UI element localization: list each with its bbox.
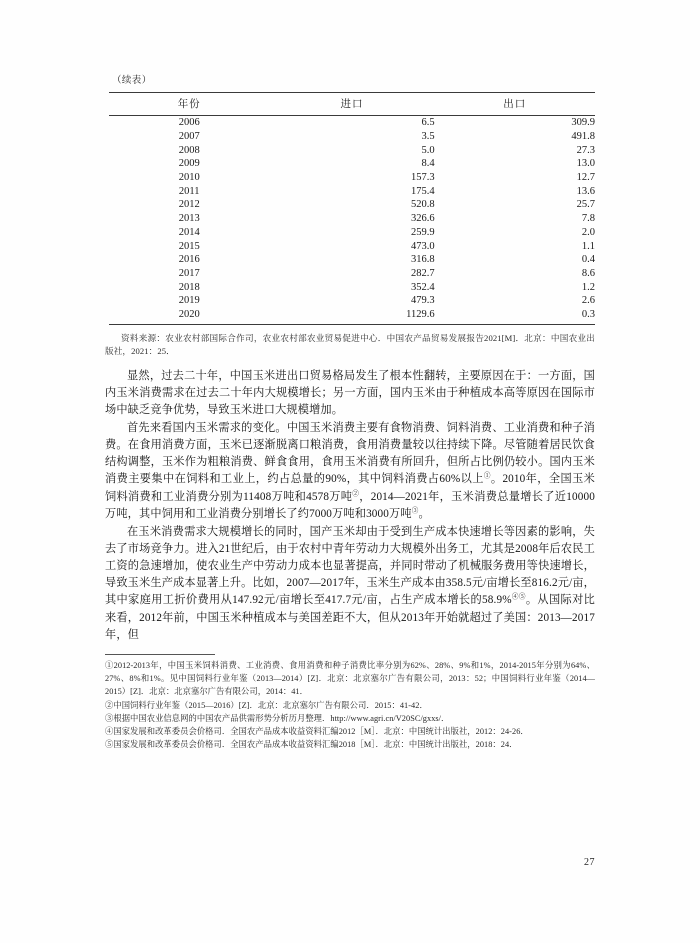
cell-import: 175.4 — [410, 185, 435, 197]
cell-year: 2006 — [178, 117, 200, 129]
body-text-block — [105, 368, 595, 644]
table-row — [109, 198, 595, 212]
cell-import: 520.8 — [410, 199, 435, 211]
page-number: 27 — [584, 857, 595, 868]
cell-year: 2009 — [178, 158, 200, 170]
paragraph-1: 显然，过去二十年，中国玉米进出口贸易格局发生了根本性翻转，主要原因在于：一方面，国内玉米消费需求在过去二十年内大规模增长；另一方面，国内玉米由于种植成本高等原因在国际市场中缺乏竞争优势，导致玉米进口大规模增加。 — [105, 369, 595, 416]
table-header — [109, 93, 595, 116]
table-row — [109, 253, 595, 267]
table-row — [109, 143, 595, 157]
cell-import: 326.6 — [410, 213, 435, 225]
table-row — [109, 171, 595, 185]
footnote-marker-2: ② — [352, 489, 360, 497]
table-bottom-rule — [109, 324, 595, 325]
footnote-separator-rule — [105, 654, 215, 655]
cell-export: 2.6 — [581, 295, 595, 307]
cell-year: 2019 — [178, 295, 200, 307]
paragraph-2-part-d: 。 — [418, 507, 430, 520]
cell-import: 6.5 — [421, 117, 435, 129]
cell-export: 25.7 — [576, 199, 595, 211]
cell-export: 0.3 — [581, 308, 595, 320]
cell-export: 13.0 — [576, 158, 595, 170]
cell-import: 157.3 — [410, 172, 435, 184]
table-row — [109, 308, 595, 324]
footnote-list — [105, 659, 595, 752]
table-row — [109, 280, 595, 294]
cell-import: 352.4 — [410, 281, 435, 293]
paragraph-3-part-a: 在玉米消费需求大规模增长的同时，国产玉米却由于受到生产成本快速增长等因素的影响，失去了市场竞争力。进入21世纪后，由于农村中青年劳动力大规模外出务工，尤其是2008年后农民工工资的急速增加，使农业生产中劳动力成本也显著提高，并同时带动了机械服务费用等快速增长，导致玉米生产成本显著上升。比如，2007—2017年，玉米生产成本由358.5元/亩增长至816.2元/亩，其中家庭用工折价费用从147.92元/亩增长至417.7元/亩，占生产成本增长的58.9% — [105, 525, 595, 607]
cell-year: 2007 — [178, 131, 200, 143]
cell-import: 259.9 — [410, 226, 435, 238]
table-row — [109, 267, 595, 281]
cell-year: 2020 — [178, 308, 200, 320]
cell-export: 309.9 — [571, 117, 595, 129]
cell-export: 7.8 — [581, 213, 595, 225]
footnote-item: ③根据中国农业信息网的中国农产品供需形势分析历月整理．http://www.agri.cn/V20SC/gxxs/． — [105, 713, 450, 723]
footnote-marker-1: ① — [483, 472, 491, 480]
cell-year: 2015 — [178, 240, 200, 252]
cell-year: 2008 — [178, 144, 200, 156]
cell-export: 491.8 — [571, 131, 595, 143]
cell-year: 2016 — [178, 254, 200, 266]
cell-year: 2011 — [178, 185, 200, 197]
table-row — [109, 157, 595, 171]
cell-import: 316.8 — [410, 254, 435, 266]
column-header-year: 年份 — [109, 93, 269, 116]
cell-export: 2.0 — [581, 226, 595, 238]
table-row — [109, 212, 595, 226]
cell-year: 2012 — [178, 199, 200, 211]
cell-import: 479.3 — [410, 295, 435, 307]
paragraph-2-part-b: 。2010年，全国玉米饲料消费和工业消费分别为11408万吨和4578万吨 — [105, 473, 596, 503]
footnote-area — [105, 654, 595, 752]
footnote-item: ⑤国家发展和改革委员会价格司．全国农产品成本收益资料汇编2018［M］．北京：中国统计出版社，2018：24． — [105, 740, 518, 750]
table-row — [109, 116, 595, 130]
cell-import: 3.5 — [421, 131, 435, 143]
column-header-import: 进口 — [269, 93, 434, 116]
table-row — [109, 130, 595, 144]
cell-export: 1.2 — [581, 281, 595, 293]
cell-year: 2013 — [178, 213, 200, 225]
paragraph-2-part-c: ，2014—2021年，玉米消费总量增长了近10000万吨，其中饲用和工业消费分别增长了约7000万吨和3000万吨 — [105, 490, 595, 520]
table-row — [109, 239, 595, 253]
cell-export: 0.4 — [581, 254, 595, 266]
cell-export: 1.1 — [581, 240, 595, 252]
page-content — [105, 72, 595, 752]
cell-export: 8.6 — [581, 267, 595, 279]
footnote-marker-3: ③ — [411, 506, 419, 514]
paragraph-2-part-a: 首先来看国内玉米需求的变化。中国玉米消费主要有食物消费、饲料消费、工业消费和种子消费。在食用消费方面，玉米已逐渐脱离口粮消费，食用消费量较以往持续下降。尽管随着居民饮食结构调整，玉米作为粗粮消费、鲜食食用，食用玉米消费有所回升，但所占比例仍较小。国内玉米消费主要集中在饲料和工业上，约占总量的90%，其中饲料消费占60%以上 — [105, 422, 595, 486]
table-source-note: 资料来源：农业农村部国际合作司，农业农村部农业贸易促进中心．中国农产品贸易发展报告2021[M]．北京：中国农业出版社，2021：25． — [105, 332, 595, 357]
cell-year: 2014 — [178, 226, 200, 238]
paragraph-2 — [105, 420, 595, 523]
continued-table-label: （续表） — [112, 76, 152, 86]
cell-import: 5.0 — [421, 144, 435, 156]
footnote-item: ②中国饲料行业年鉴（2015—2016）[Z]．北京：北京塞尔广告有限公司．2015：41-42． — [105, 700, 428, 710]
cell-year: 2017 — [178, 267, 200, 279]
footnote-item: ④国家发展和改革委员会价格司．全国农产品成本收益资料汇编2012［M］．北京：中国统计出版社，2012：24-26． — [105, 727, 529, 737]
table-body — [109, 116, 595, 324]
cell-export: 13.6 — [576, 185, 595, 197]
cell-import: 282.7 — [410, 267, 435, 279]
paragraph-3-part-b: 。从国际对比来看，2012年前，中国玉米种植成本与美国差距不大，但从2013年开始就超过了美国：2013—2017年，但 — [105, 594, 595, 641]
footnote-marker-4-5: ④⑤ — [511, 593, 526, 601]
table-row — [109, 184, 595, 198]
table-row — [109, 226, 595, 240]
cell-year: 2018 — [178, 281, 200, 293]
table-row — [109, 294, 595, 308]
cell-export: 27.3 — [576, 144, 595, 156]
footnote-item: ①2012-2013年，中国玉米饲料消费、工业消费、食用消费和种子消费比率分别为62%、28%、9%和1%，2014-2015年分别为64%、27%、8%和1%。见中国饲料行业年鉴（2013—2014）[Z]．北京：北京塞尔广告有限公司，2013：52；中国饲料行业年鉴（2014—2015）[Z]．北京：北京塞尔广告有限公司，2014：41． — [105, 660, 595, 697]
table-header-row — [109, 93, 595, 116]
column-header-export: 出口 — [435, 93, 595, 116]
paragraph-3 — [105, 524, 595, 644]
cell-import: 8.4 — [421, 158, 435, 170]
cell-import: 473.0 — [410, 240, 435, 252]
cell-year: 2010 — [178, 172, 200, 184]
cell-export: 12.7 — [576, 172, 595, 184]
cell-import: 1129.6 — [406, 308, 435, 320]
corn-import-export-table — [109, 92, 595, 324]
